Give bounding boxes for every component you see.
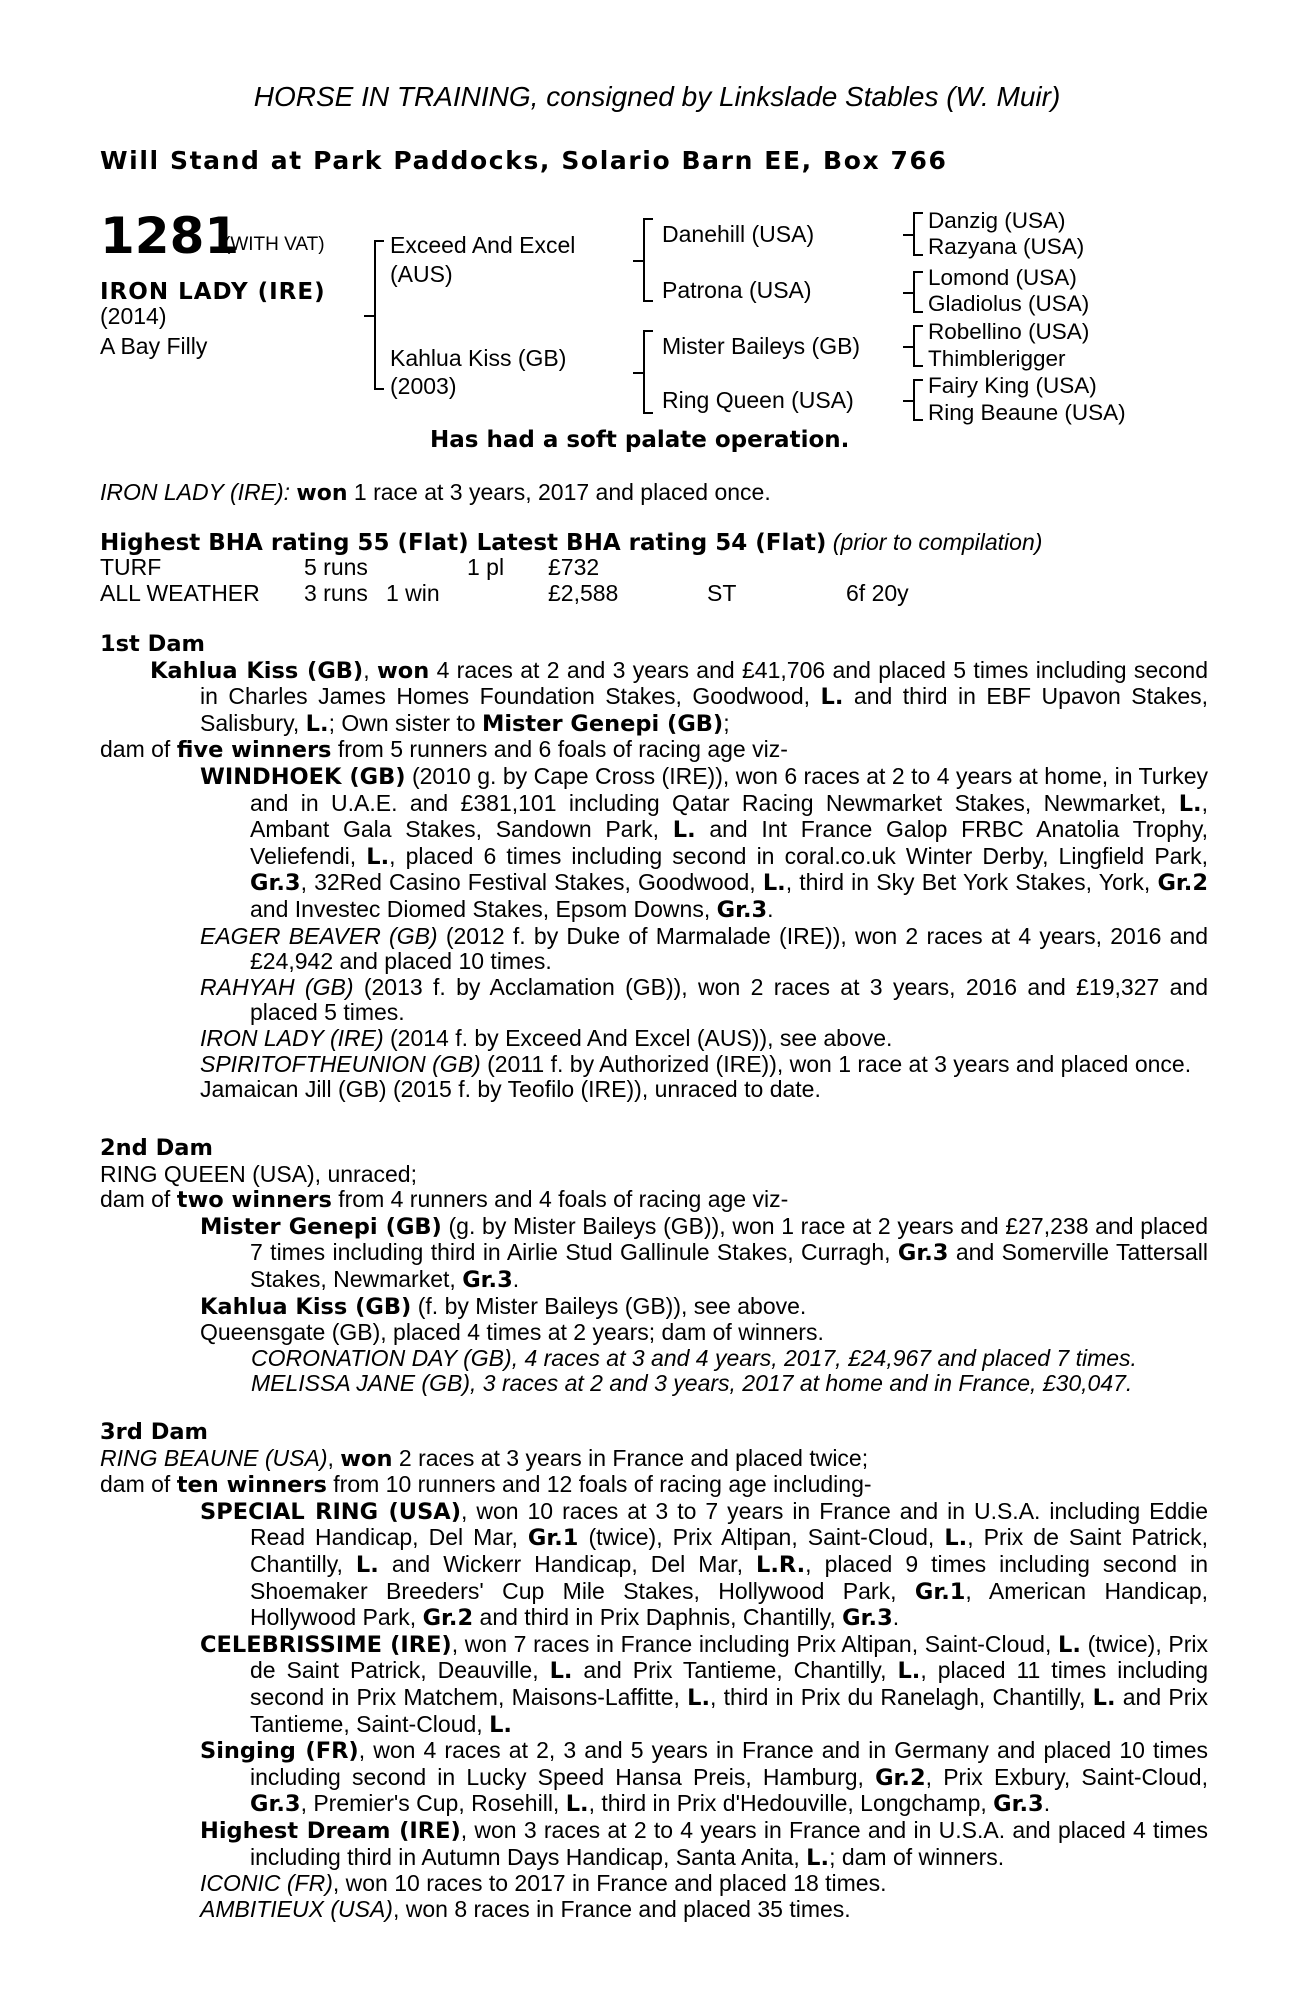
aw-label: ALL WEATHER [100, 580, 260, 606]
ggp-4: Gladiolus (USA) [928, 291, 1090, 316]
location-line: Will Stand at Park Paddocks, Solario Barn EE, Box 766 [100, 146, 948, 175]
ratings-note: (prior to compilation) [832, 529, 1043, 555]
gp-brace-2 [913, 271, 915, 313]
ggp-7: Fairy King (USA) [928, 373, 1097, 398]
second-dam-section [100, 1136, 1208, 1397]
summary-text: 1 race at 3 years, 2017 and placed once. [353, 479, 771, 505]
ggp-3: Lomond (USA) [928, 265, 1077, 290]
second-dam-produce: dam of two winners from 4 runners and 4 foals of racing age viz- [100, 1186, 789, 1214]
queensgate-entry: Queensgate (GB), placed 4 times at 2 years; dam of winners. [200, 1319, 824, 1346]
aw-distance: 6f 20y [846, 580, 909, 606]
first-dam-record: Kahlua Kiss (GB), won 4 races at 2 and 3 years and £41,706 and placed 5 times including second in Charles James Homes Foundation Stakes, Goodwood, L. and third in EBF Upavon Stakes, Salisbury, L.; Own sister to Mister Genepi (GB); [150, 656, 1209, 737]
special-ring-entry: SPECIAL RING (USA), won 10 races at 3 to 7 years in France and in U.S.A. including Eddie Read Handicap, Del Mar, Gr.1 (twice), Prix Altipan, Saint-Cloud, L., Prix de Saint Patrick, Chantilly, L. and Wickerr Handicap, Del Mar, L.R., placed 9 times including second in Shoemaker Breeders' Cup Mile Stakes, Hollywood Park, Gr.1, American Handicap, Hollywood Park, Gr.2 and third in Prix Daphnis, Chantilly, Gr.3. [200, 1497, 1209, 1632]
ratings-text: Highest BHA rating 55 (Flat) Latest BHA rating 54 (Flat) [100, 530, 827, 556]
highest-dream-entry: Highest Dream (IRE), won 3 races at 2 to 4 years in France and in U.S.A. and placed 4 times including third in Autumn Days Handicap, Santa Anita, L.; dam of winners. [200, 1816, 1208, 1871]
windhoek-entry: WINDHOEK (GB) (2010 g. by Cape Cross (IRE)), won 6 races at 2 to 4 years at home, in Turkey and in U.A.E. and £381,101 including Qatar Racing Newmarket Stakes, Newmarket, L., Ambant Gala Stakes, Sandown Park, L. and Int France Galop FRBC Anatolia Trophy, Veliefendi, L., placed 6 times including second in coral.co.uk Winter Derby, Lingfield Park, Gr.3, 32Red Casino Festival Stakes, Goodwood, L., third in Sky Bet York Stakes, York, Gr.2 and Investec Diomed Stakes, Epsom Downs, Gr.3. [200, 762, 1209, 923]
first-dam-section [100, 632, 1208, 1103]
aw-surface: ST [707, 580, 737, 606]
aw-prize: £2,588 [548, 580, 619, 606]
melissa-jane-entry: MELISSA JANE (GB), 3 races at 2 and 3 years, 2017 at home and in France, £30,047. [251, 1370, 1133, 1397]
ggp-1: Danzig (USA) [928, 208, 1066, 233]
dam-parents-brace [643, 330, 645, 414]
dam-name: Kahlua Kiss (GB) [390, 345, 567, 371]
coronation-day-entry: CORONATION DAY (GB), 4 races at 3 and 4 years, 2017, £24,967 and placed 7 times. [251, 1344, 1137, 1371]
sire-parents-brace [643, 218, 645, 302]
first-dam-heading: 1st Dam [100, 631, 205, 657]
bha-ratings [100, 530, 1042, 557]
sire-sire: Danehill (USA) [662, 221, 815, 247]
second-dam-heading: 2nd Dam [100, 1135, 213, 1161]
singing-entry: Singing (FR), won 4 races at 2, 3 and 5 years in France and in Germany and placed 10 times including second in Lucky Speed Hansa Preis, Hamburg, Gr.2, Prix Exbury, Saint-Cloud, Gr.3, Premier's Cup, Rosehill, L., third in Prix d'Hedouville, Longchamp, Gr.3. [200, 1737, 1208, 1818]
kahlua-kiss-entry: Kahlua Kiss (GB) (f. by Mister Baileys (GB)), see above. [200, 1292, 807, 1320]
turf-placings: 1 pl [467, 554, 505, 580]
summary-won: won [296, 481, 348, 506]
ggp-6: Thimblerigger [928, 346, 1066, 371]
aw-runs: 3 runs [304, 580, 368, 606]
page-title: HORSE IN TRAINING, consigned by Linkslade Stables (W. Muir) [253, 81, 1061, 112]
dam-year: (2003) [390, 373, 457, 399]
second-dam-record: RING QUEEN (USA), unraced; [100, 1160, 417, 1187]
horse-name: IRON LADY (IRE) [100, 279, 326, 305]
turf-label: TURF [100, 554, 162, 580]
ggp-5: Robellino (USA) [928, 319, 1090, 344]
ggp-8: Ring Beaune (USA) [928, 400, 1126, 425]
third-dam-record: RING BEAUNE (USA), won 2 races at 3 years in France and placed twice; [100, 1444, 869, 1472]
horse-description: A Bay Filly [100, 333, 208, 359]
sire-name: Exceed And Excel [390, 232, 576, 258]
vat-note: (WITH VAT) [224, 234, 325, 255]
third-dam-heading: 3rd Dam [100, 1419, 208, 1445]
iron-lady-entry: IRON LADY (IRE) (2014 f. by Exceed And Excel (AUS)), see above. [200, 1024, 893, 1051]
dam-dam: Ring Queen (USA) [662, 387, 854, 413]
sire-country: (AUS) [390, 261, 453, 287]
third-dam-produce: dam of ten winners from 10 runners and 12 foals of racing age including- [100, 1471, 872, 1499]
iconic-entry: ICONIC (FR), won 10 races to 2017 in France and placed 18 times. [200, 1870, 887, 1897]
celebrissime-entry: CELEBRISSIME (IRE), won 7 races in France including Prix Altipan, Saint-Cloud, L. (twice), Prix de Saint Patrick, Deauville, L. and Prix Tantieme, Chantilly, L., placed 11 times including second in Prix Matchem, Maisons-Laffitte, L., third in Prix du Ranelagh, Chantilly, L. and Prix Tantieme, Saint-Cloud, L. [200, 1630, 1209, 1738]
dam-sire: Mister Baileys (GB) [662, 333, 861, 359]
rahyah-entry: RAHYAH (GB) (2013 f. by Acclamation (GB)), won 2 races at 3 years, 2016 and £19,327 and placed 5 times. [200, 973, 1208, 1026]
horse-year: (2014) [100, 303, 167, 329]
gp-brace-4 [913, 379, 915, 421]
lot-number: 1281 [100, 207, 240, 265]
eager-beaver-entry: EAGER BEAVER (GB) (2012 f. by Duke of Marmalade (IRE)), won 2 races at 4 years, 2016 and £24,942 and placed 10 times. [200, 922, 1208, 975]
turf-prize: £732 [548, 554, 600, 580]
sire-dam-brace [374, 240, 376, 390]
sire-dam-name: Patrona (USA) [662, 277, 812, 303]
third-dam-section [100, 1420, 1208, 1922]
soft-palate-note: Has had a soft palate operation. [430, 427, 850, 453]
ggp-2: Razyana (USA) [928, 234, 1085, 259]
first-dam-produce: dam of five winners from 5 runners and 6 foals of racing age viz- [100, 736, 788, 764]
summary-horse-name: IRON LADY (IRE): [100, 479, 290, 505]
mister-genepi-entry: Mister Genepi (GB) (g. by Mister Baileys (GB)), won 1 race at 2 years and £27,238 and placed 7 times including third in Airlie Stud Gallinule Stakes, Curragh, Gr.3 and Somerville Tattersall Stakes, Newmarket, Gr.3. [200, 1212, 1208, 1293]
turf-runs: 5 runs [304, 554, 368, 580]
gp-brace-1 [913, 212, 915, 256]
spirit-entry: SPIRITOFTHEUNION (GB) (2011 f. by Authorized (IRE)), won 1 race at 3 years and placed once. [200, 1050, 1192, 1077]
jamaican-jill-entry: Jamaican Jill (GB) (2015 f. by Teofilo (IRE)), unraced to date. [200, 1076, 821, 1103]
gp-brace-3 [913, 325, 915, 367]
aw-wins: 1 win [386, 580, 440, 606]
race-summary [100, 480, 771, 507]
ambitieux-entry: AMBITIEUX (USA), won 8 races in France and placed 35 times. [200, 1895, 851, 1922]
